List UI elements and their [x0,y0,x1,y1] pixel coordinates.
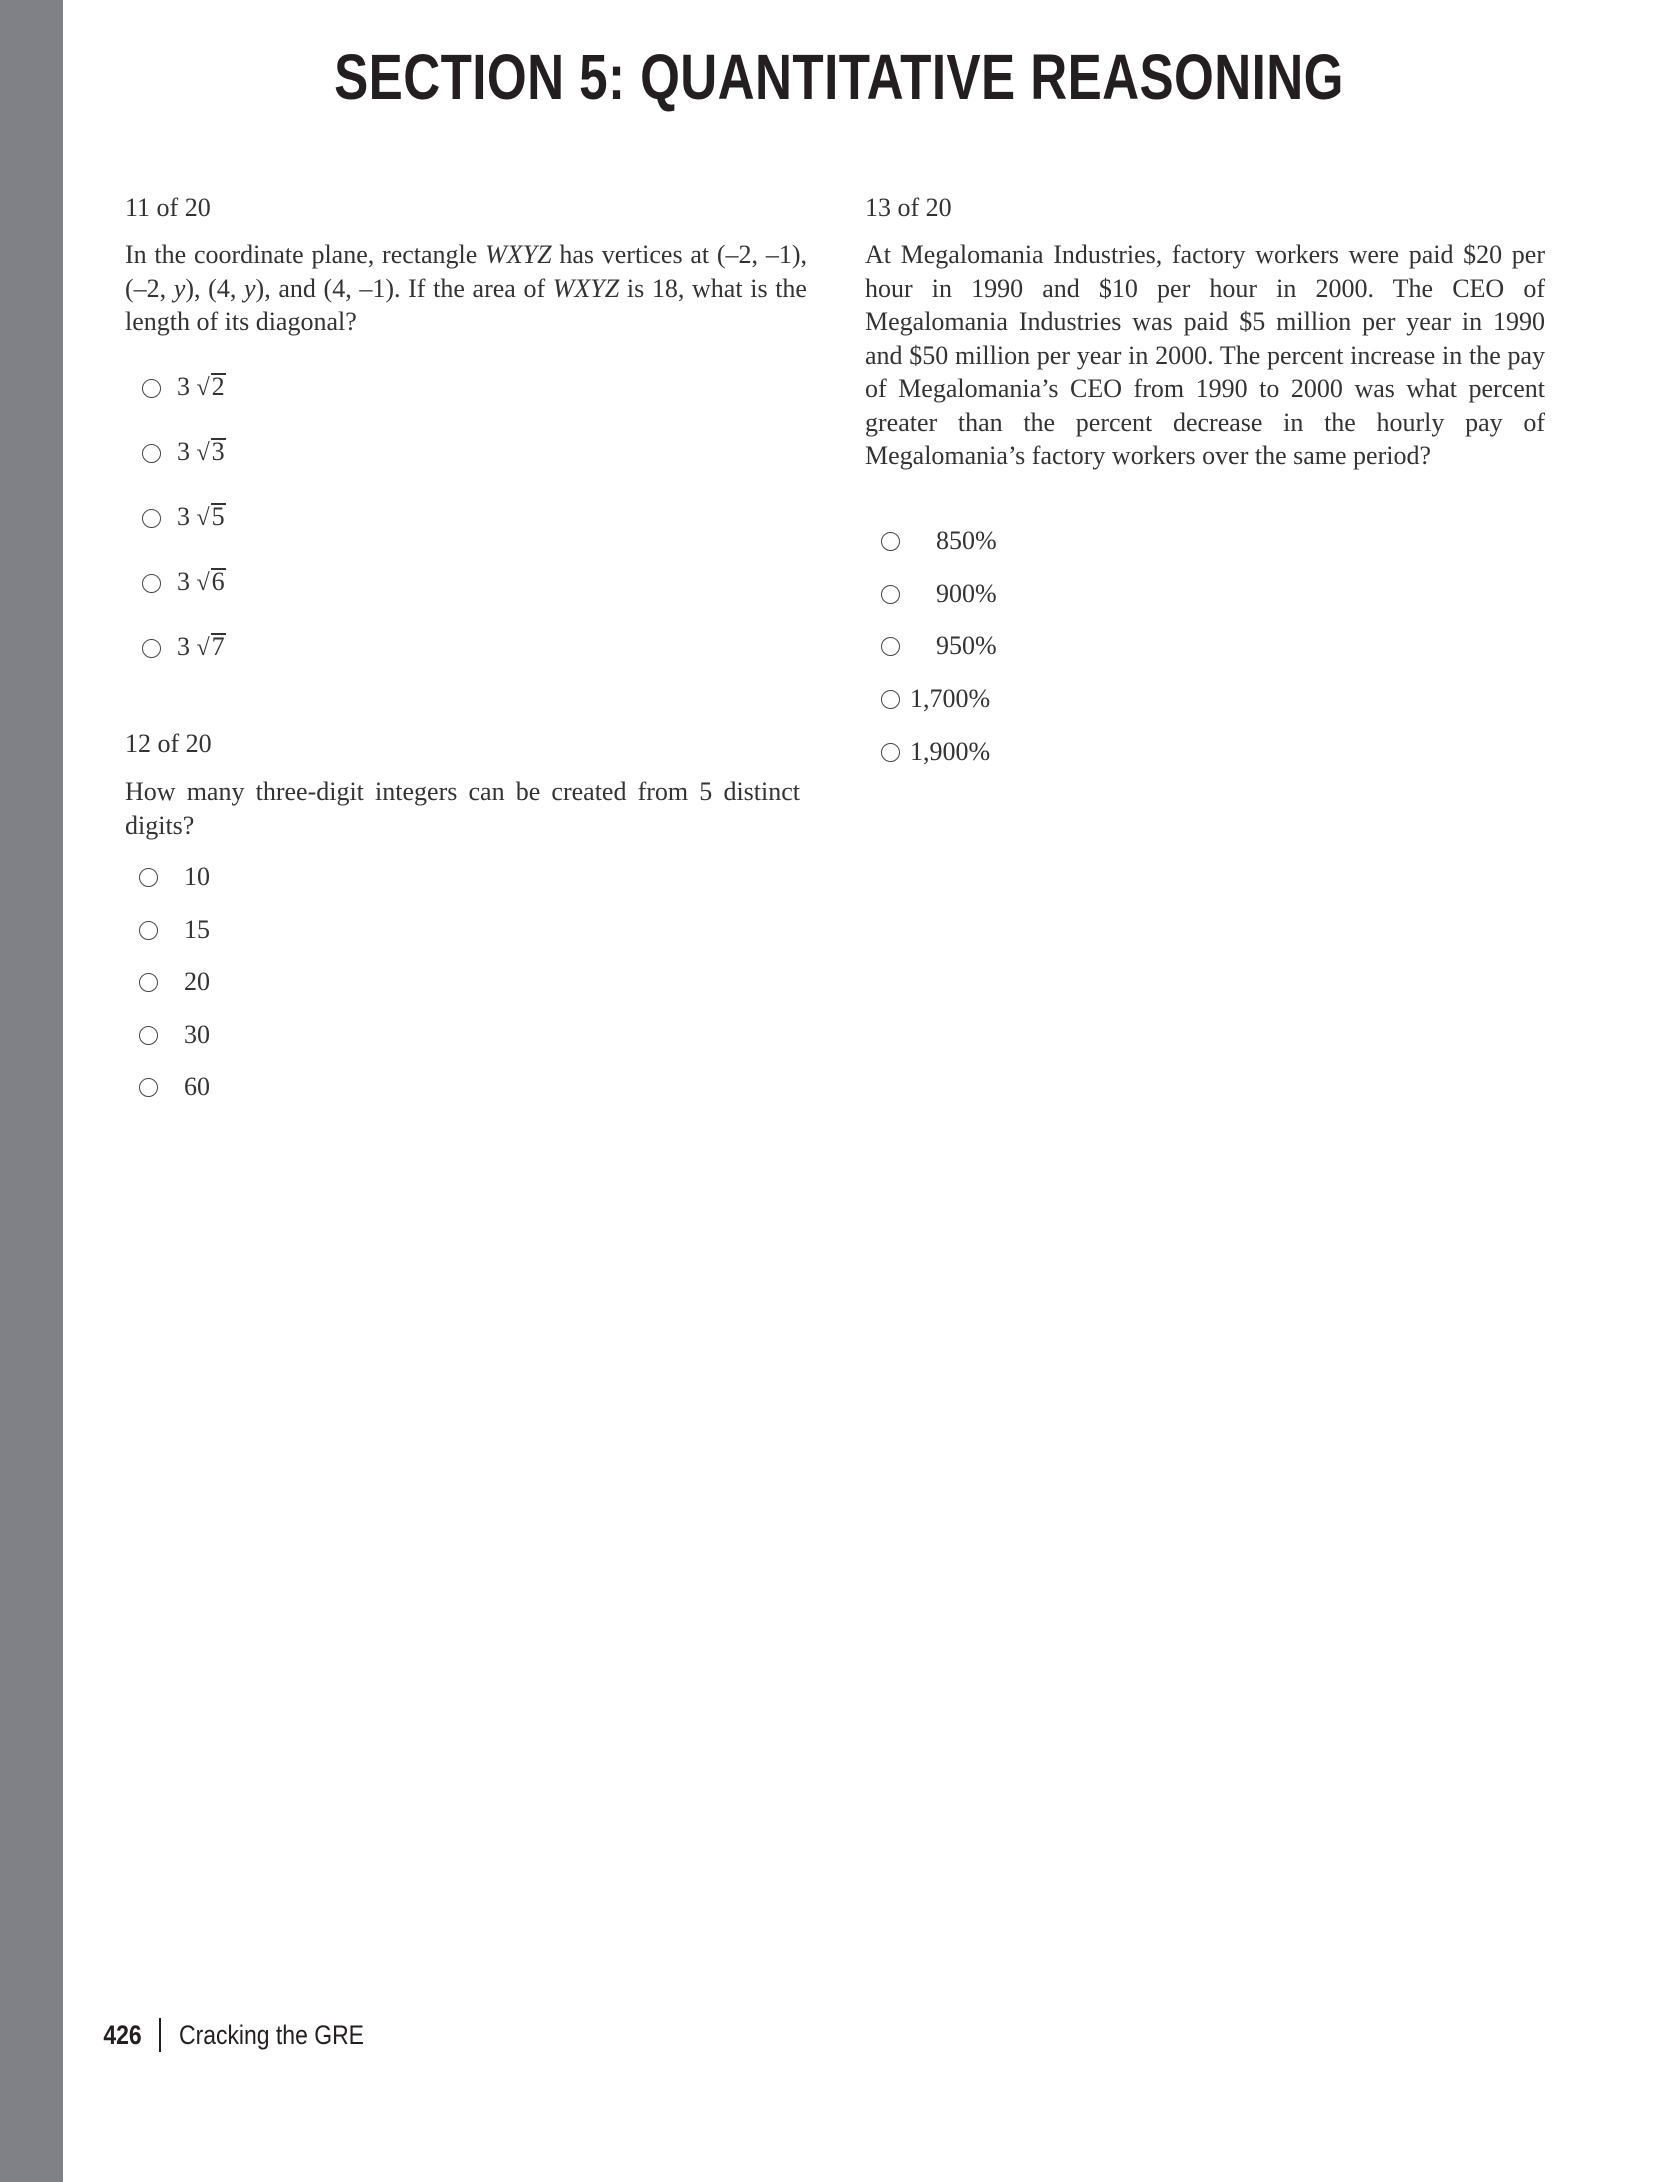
option-label [177,565,226,601]
radicand: 6 [211,567,225,597]
page-footer [100,2018,397,2052]
book-title: Cracking the GRE [179,2019,365,2050]
text-part: ), (4, [185,273,244,303]
text-part: In the coordinate plane, rectangle [125,240,486,269]
answer-option[interactable] [139,1018,210,1052]
text-part: y [173,273,186,303]
page-number: 426 [103,2019,142,2050]
answer-option[interactable] [139,965,210,999]
option-label [177,370,226,406]
answer-option[interactable] [142,501,226,535]
section-title: SECTION 5: QUANTITATIVE REASONING [334,41,1344,113]
coefficient: 3 [177,502,190,532]
answer-option[interactable] [881,577,997,611]
radicand: 2 [211,372,225,402]
answer-option[interactable] [142,436,226,470]
answer-option[interactable] [142,371,226,405]
coefficient: 3 [177,372,190,402]
option-label: 850% [936,526,997,556]
answer-option[interactable] [142,631,226,665]
radio-button[interactable] [881,743,900,762]
square-root-icon: √ [196,635,210,662]
radio-button[interactable] [881,532,900,551]
option-label: 950% [936,631,997,661]
option-label: 60 [184,1072,210,1102]
answer-option[interactable] [881,735,990,769]
page-edge-bar [0,0,63,2182]
option-label: 20 [184,967,210,997]
text-part: has vertices at (–2, –1), (–2, [125,240,807,303]
text-part: WXYZ [552,273,620,303]
option-label: 1,700% [910,684,991,714]
question-11-number: 11 of 20 [125,193,211,222]
question-12-text: How many three-digit integers can be created from 5 distinct digits? [125,777,800,840]
text-part: ), and (4, –1). If the area of [255,273,553,303]
question-11-text [125,238,807,339]
radio-button[interactable] [139,1026,158,1045]
square-root-icon: √ [196,440,210,467]
radio-button[interactable] [142,574,161,593]
question-12-number: 12 of 20 [125,729,212,758]
radio-button[interactable] [139,921,158,940]
answer-option[interactable] [139,1070,210,1104]
option-label: 30 [184,1020,210,1050]
radio-button[interactable] [139,868,158,887]
answer-option[interactable] [881,682,990,716]
footer-divider [159,2018,161,2052]
option-label: 10 [184,862,210,892]
option-label: 15 [184,915,210,945]
answer-option[interactable] [139,913,210,947]
square-root-icon: √ [196,375,210,402]
radio-button[interactable] [142,444,161,463]
coefficient: 3 [177,632,190,662]
coefficient: 3 [177,567,190,597]
answer-option[interactable] [142,566,226,600]
radio-button[interactable] [881,585,900,604]
text-part: is 18, what is the length of its diagonal? [125,273,807,336]
option-label [177,435,226,471]
radio-button[interactable] [142,379,161,398]
answer-option[interactable] [139,860,210,894]
option-label [177,630,226,666]
question-13-text: At Megalomania Industries, factory workers were paid $20 per hour in 1990 and $10 per hour in 2000. The CEO of Megalomania Industries was paid $5 million per year in 1990 and $50 million per year in 2000. The percent increase in the pay of Megalomania’s CEO from 1990 to 2000 was what percent greater than the percent decrease in the hourly pay of Megalomania’s factory workers over the same period? [865,240,1545,470]
radio-button[interactable] [881,637,900,656]
radio-button[interactable] [881,690,900,709]
radicand: 7 [211,632,225,662]
option-label: 900% [936,579,997,609]
radio-button[interactable] [142,509,161,528]
question-13-number: 13 of 20 [865,193,952,222]
answer-option[interactable] [881,629,997,663]
radio-button[interactable] [139,1078,158,1097]
radio-button[interactable] [139,973,158,992]
text-part: y [243,273,256,303]
radicand: 3 [211,437,225,467]
radio-button[interactable] [142,639,161,658]
square-root-icon: √ [196,505,210,532]
option-label: 1,900% [910,737,991,767]
answer-option[interactable] [881,524,997,558]
coefficient: 3 [177,437,190,467]
radicand: 5 [211,502,225,532]
option-label [177,500,226,536]
text-part: WXYZ [485,240,552,269]
square-root-icon: √ [196,570,210,597]
